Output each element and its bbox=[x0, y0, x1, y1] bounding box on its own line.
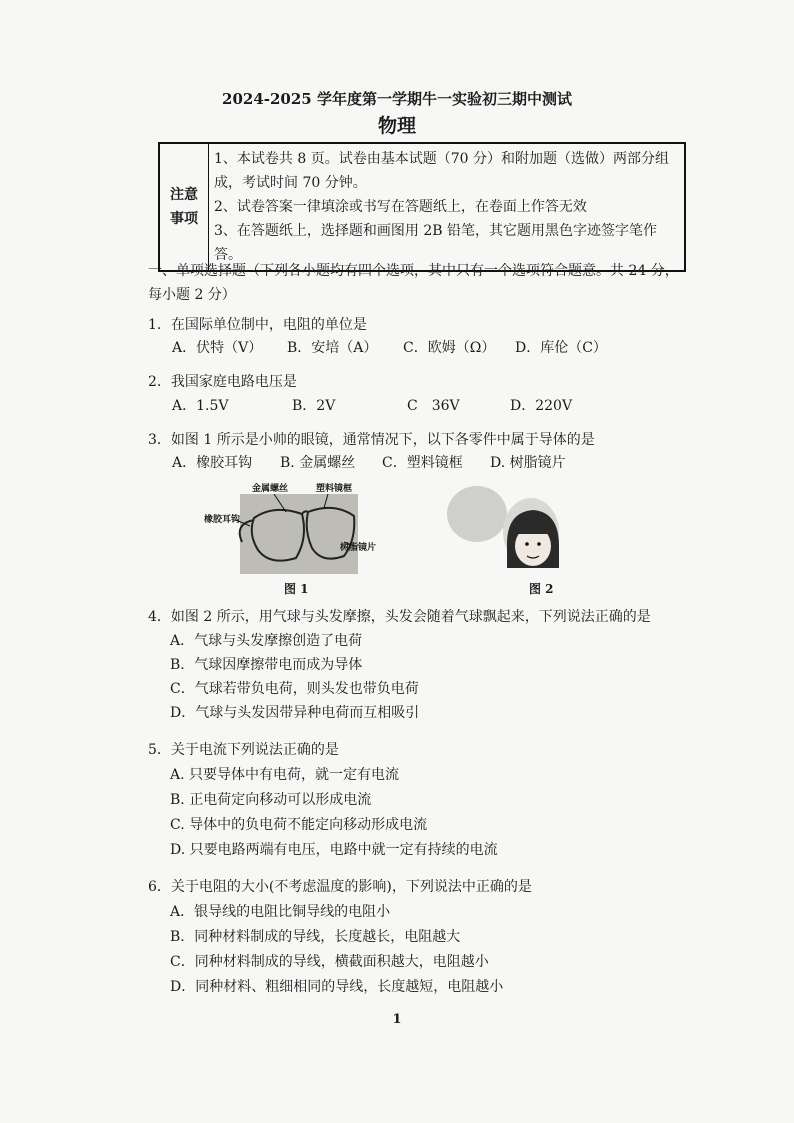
notice-box bbox=[158, 142, 686, 272]
question-2-stem: 2．我国家庭电路电压是 bbox=[148, 374, 297, 390]
question-1-option-c: C．欧姆（Ω） bbox=[403, 340, 496, 356]
notice-label-top: 注意 bbox=[170, 187, 198, 203]
question-1-stem: 1．在国际单位制中，电阻的单位是 bbox=[148, 317, 367, 333]
notice-line: 成，考试时间 70 分钟。 bbox=[214, 175, 367, 191]
question-2-option-b: B．2V bbox=[292, 398, 336, 414]
glasses-illustration bbox=[204, 480, 384, 578]
question-4-option-d: D．气球与头发因带异种电荷而互相吸引 bbox=[170, 705, 420, 721]
notice-label bbox=[159, 143, 209, 271]
section-heading bbox=[148, 259, 688, 307]
bangs bbox=[515, 524, 551, 534]
question-5-option-b: B. 正电荷定向移动可以形成电流 bbox=[170, 792, 372, 808]
exam-title: 2024-2025 学年度第一学期牛一实验初三期中测试 bbox=[222, 90, 572, 108]
notice-line: 1、本试卷共 8 页。试卷由基本试题（70 分）和附加题（选做）两部分组 bbox=[214, 151, 669, 167]
notice-line: 2、试卷答案一律填涂或书写在答题纸上，在卷面上作答无效 bbox=[214, 199, 587, 215]
question-4-option-b: B．气球因摩擦带电而成为导体 bbox=[170, 657, 363, 673]
question-6-option-a: A．银导线的电阻比铜导线的电阻小 bbox=[170, 904, 391, 920]
section-heading-line2: 每小题 2 分） bbox=[148, 287, 236, 303]
figure-2-balloon bbox=[447, 484, 587, 580]
question-5-option-a: A. 只要导体中有电荷，就一定有电流 bbox=[170, 767, 400, 783]
figure-1-photo-bg bbox=[240, 494, 358, 574]
question-4-stem: 4．如图 2 所示，用气球与头发摩擦，头发会随着气球飘起来，下列说法正确的是 bbox=[148, 609, 651, 625]
section-heading-line1: 一、单项选择题（下列各小题均有四个选项，其中只有一个选项符合题意。共 24 分， bbox=[148, 263, 679, 279]
notice-label-bottom: 事项 bbox=[170, 211, 198, 227]
question-1-option-a: A．伏特（V） bbox=[172, 340, 263, 356]
question-3-option-c: C．塑料镜框 bbox=[382, 455, 463, 471]
left-eye bbox=[525, 542, 529, 546]
question-4-option-a: A．气球与头发摩擦创造了电荷 bbox=[170, 633, 363, 649]
question-3-option-d: D. 树脂镜片 bbox=[490, 455, 566, 471]
question-1-option-d: D．库伦（C） bbox=[515, 340, 607, 356]
question-1-option-b: B．安培（A） bbox=[287, 340, 378, 356]
label-metal-screw: 金属螺丝 bbox=[252, 484, 289, 494]
right-eye bbox=[537, 542, 541, 546]
balloon bbox=[447, 486, 507, 542]
figure-2-caption: 图 2 bbox=[529, 582, 554, 596]
page-number: 1 bbox=[392, 1012, 402, 1027]
label-resin-lens: 树脂镜片 bbox=[340, 543, 377, 553]
question-6-option-b: B．同种材料制成的导线，长度越长，电阻越大 bbox=[170, 929, 461, 945]
question-5-option-c: C. 导体中的负电荷不能定向移动形成电流 bbox=[170, 817, 428, 833]
label-rubber-hook: 橡胶耳钩 bbox=[204, 515, 241, 525]
notice-line: 3、在答题纸上，选择题和画图用 2B 铅笔，其它题用黑色字迹签字笔作答。 bbox=[214, 223, 658, 263]
balloon-illustration bbox=[447, 484, 587, 580]
label-plastic-frame: 塑料镜框 bbox=[316, 484, 353, 494]
subject-title: 物理 bbox=[377, 115, 416, 137]
question-5-stem: 5．关于电流下列说法正确的是 bbox=[148, 742, 339, 758]
question-6-option-d: D．同种材料、粗细相同的导线，长度越短，电阻越小 bbox=[170, 979, 504, 995]
question-5-option-d: D. 只要电路两端有电压，电路中就一定有持续的电流 bbox=[170, 842, 498, 858]
question-2-option-a: A．1.5V bbox=[172, 398, 229, 414]
notice-content bbox=[209, 143, 686, 271]
figure-1-glasses bbox=[204, 480, 384, 578]
question-2-option-d: D．220V bbox=[510, 398, 573, 414]
question-6-option-c: C．同种材料制成的导线，横截面积越大，电阻越小 bbox=[170, 954, 489, 970]
question-6-stem: 6．关于电阻的大小(不考虑温度的影响)，下列说法中正确的是 bbox=[148, 879, 532, 895]
figure-1-caption: 图 1 bbox=[284, 582, 309, 596]
question-3-stem: 3．如图 1 所示是小帅的眼镜，通常情况下，以下各零件中属于导体的是 bbox=[148, 432, 595, 448]
question-2-option-c: C 36V bbox=[407, 398, 460, 414]
question-3-option-b: B. 金属螺丝 bbox=[280, 455, 356, 471]
question-4-option-c: C．气球若带负电荷，则头发也带负电荷 bbox=[170, 681, 419, 697]
question-3-option-a: A．橡胶耳钩 bbox=[172, 455, 253, 471]
